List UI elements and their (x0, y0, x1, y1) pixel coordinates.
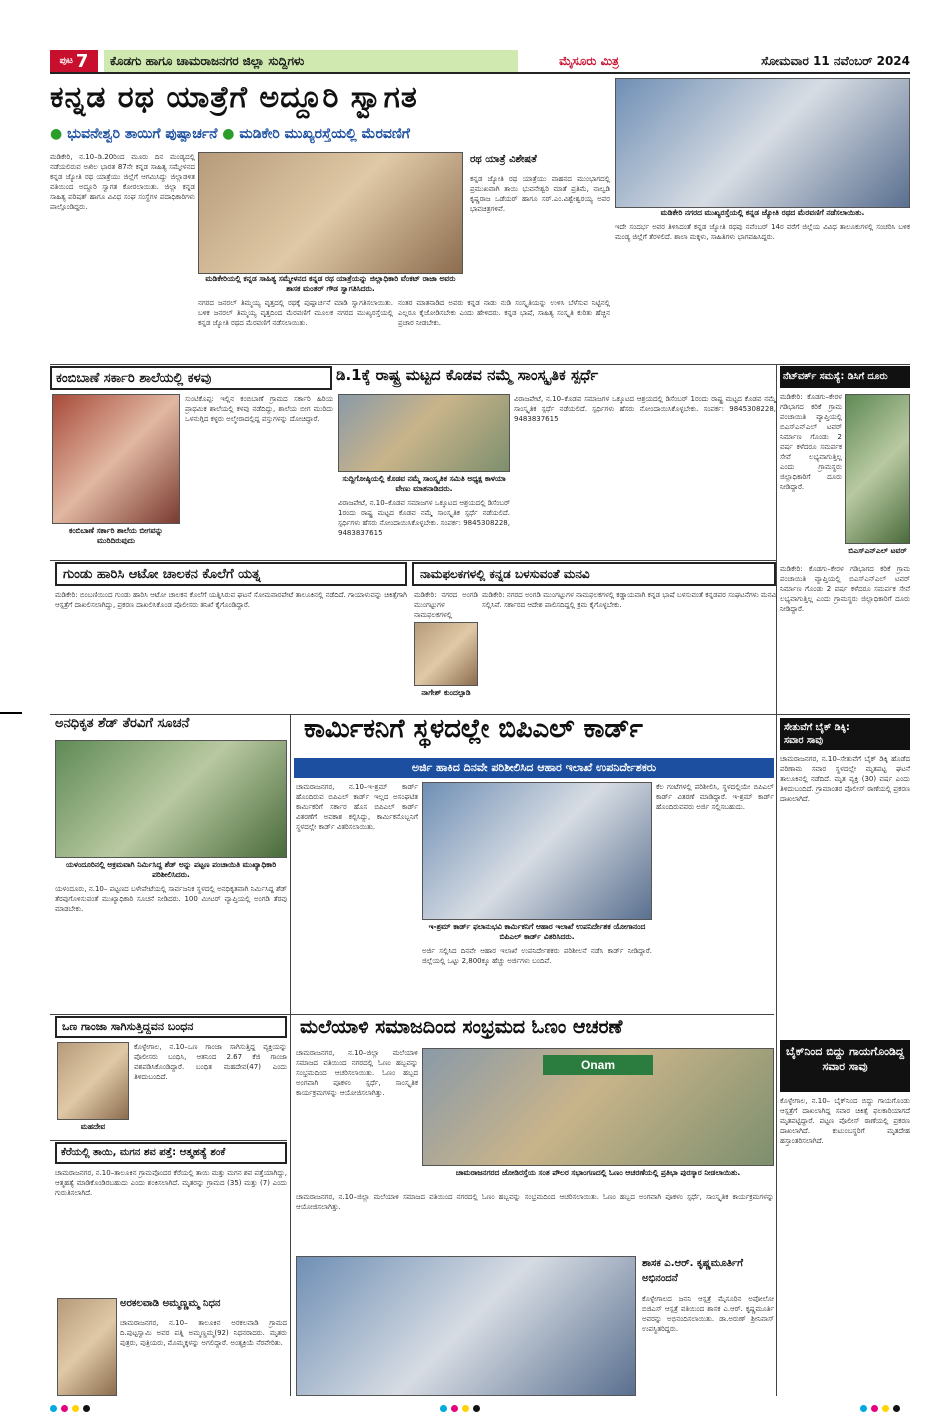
cyan-dot (440, 1405, 447, 1412)
kodava-body: ವಿರಾಜಪೇಟೆ, ನ.10–ಕೊಡವ ಸಮಾಜಗಳ ಒಕ್ಕೂಟದ ಆಶ್ರಯದಲ್ಲಿ ಡಿಸೆಂಬರ್ 1ರಂದು ರಾಷ್ಟ್ರ ಮಟ್ಟದ ಕೊಡವ ನಮ್ಮೆ ಸಾಂಸ್ಕೃತಿಕ ಸ್ಪರ್ಧೆ ನಡೆಯಲಿದೆ. ಸ್ಪರ್ಧಿಗಳು ಹೆಸರು ನೋಂದಾಯಿಸಿಕೊಳ್ಳಬೇಕು. ಸಂಪರ್ಕ: 9845308228, 9483837615 (338, 499, 510, 537)
divider (50, 1140, 287, 1141)
kambibane-headline: ಕಂಬಿಬಾಣೆ ಸರ್ಕಾರಿ ಶಾಲೆಯಲ್ಲಿ ಕಳವು (50, 366, 332, 390)
shed-caption: ಯಳಂದೂರಿನಲ್ಲಿ ಅಕ್ರಮವಾಗಿ ನಿರ್ಮಿಸಿದ್ದ ಶೆಡ್ ಅನ್ನು ಪಟ್ಟಣ ಪಂಚಾಯಿತಿ ಮುಖ್ಯಾಧಿಕಾರಿ ಪರಿಶೀಲಿಸಿದರು. (65, 860, 277, 879)
bike-fall-body: ಕೊಳ್ಳೇಗಾಲ, ನ.10– ಬೈಕ್‌ನಿಂದ ಬಿದ್ದು ಗಾಯಗೊಂಡು ಆಸ್ಪತ್ರೆಗೆ ದಾಖಲಾಗಿದ್ದ ಸವಾರ ಚಿಕಿತ್ಸೆ ಫಲಕಾರಿಯಾಗದೆ ಮೃತಪಟ್ಟಿದ್ದಾರೆ. ಪಟ್ಟಣ ಪೊಲೀಸ್ ಠಾಣೆಯಲ್ಲಿ ಪ್ರಕರಣ ದಾಖಲಾಗಿದೆ. ಕುಟುಂಬಸ್ಥರಿಗೆ ಮೃತದೇಹ ಹಸ್ತಾಂತರಿಸಲಾಗಿದೆ. (780, 1097, 910, 1145)
kodava-headline: ಡಿ.1ಕ್ಕೆ ರಾಷ್ಟ್ರ ಮಟ್ಟದ ಕೊಡವ ನಮ್ಮೆ ಸಾಂಸ್ಕೃತಿಕ ಸ್ಪರ್ಧೆ (336, 366, 599, 384)
bpl-subheadline: ಅರ್ಜಿ ಹಾಕಿದ ದಿನವೇ ಪರಿಶೀಲಿಸಿದ ಆಹಾರ ಇಲಾಖೆ ಉಪನಿರ್ದೇಶಕರು (294, 758, 774, 778)
bpl-body-2: ಅರ್ಜಿ ಸಲ್ಲಿಸಿದ ದಿನವೇ ಆಹಾರ ಇಲಾಖೆ ಉಪನಿರ್ದೇಶಕರು ಪರಿಶೀಲನೆ ನಡೆಸಿ ಕಾರ್ಡ್ ನೀಡಿದ್ದಾರೆ. ಜಿಲ್ಲೆಯಲ್ಲಿ ಒಟ್ಟು 2,800ಕ್ಕೂ ಹೆಚ್ಚು ಅರ್ಜಿಗಳು ಬಂದಿವೆ. (422, 947, 652, 965)
accident-headline-line2: ಸವಾರ ಸಾವು (784, 735, 823, 746)
masthead (50, 48, 910, 74)
page-number: 7 (75, 50, 89, 72)
cyan-dot (50, 1405, 57, 1412)
color-registration-left (50, 1405, 90, 1412)
column-rule (290, 714, 291, 1396)
bpl-headline: ಕಾರ್ಮಿಕನಿಗೆ ಸ್ಥಳದಲ್ಲೇ ಬಿಪಿಎಲ್ ಕಾರ್ಡ್ (304, 714, 643, 744)
black-dot (893, 1405, 900, 1412)
nameboard-body: ಮಡಿಕೇರಿ: ನಗರದ ಅಂಗಡಿ ಮುಂಗಟ್ಟುಗಳ ನಾಮಫಲಕಗಳಲ್ಲಿ ಕಡ್ಡಾಯವಾಗಿ ಕನ್ನಡ ಭಾಷೆ ಬಳಸುವಂತೆ ಕನ್ನಡಪರ ಸಂಘಟನೆಗಳು ಮನವಿ ಸಲ್ಲಿಸಿವೆ. ಸರ್ಕಾರದ ಆದೇಶ ಪಾಲಿಸದಿದ್ದಲ್ಲಿ ಕ್ರಮ ಕೈಗೊಳ್ಳಬೇಕು. (482, 591, 776, 609)
gunda-body: ಮಡಿಕೇರಿ: ಬಿಂಬಣಿಯಿಂದ ಗುಂಡು ಹಾರಿಸಿ ಆಟೋ ಚಾಲಕನ ಕೊಲೆಗೆ ಯತ್ನಿಸಿರುವ ಘಟನೆ ಸೋಮವಾರಪೇಟೆ ತಾಲೂಕಿನಲ್ಲಿ ನಡೆದಿದೆ. ಗಾಯಾಳುವನ್ನು ಚಿಕಿತ್ಸೆಗಾಗಿ ಆಸ್ಪತ್ರೆಗೆ ದಾಖಲಿಸಲಾಗಿದ್ದು, ಪ್ರಕರಣ ದಾಖಲಿಸಿಕೊಂಡ ಪೊಲೀಸರು ತನಿಖೆ ಕೈಗೊಂಡಿದ್ದಾರೆ. (55, 591, 407, 609)
accident-body: ಚಾಮರಾಜನಗರ, ನ.10–ಸೇತುವೆಗೆ ಬೈಕ್ ಡಿಕ್ಕಿ ಹೊಡೆದ ಪರಿಣಾಮ ಸವಾರ ಸ್ಥಳದಲ್ಲೇ ಮೃತಪಟ್ಟ ಘಟನೆ ತಾಲೂಕಿನಲ್ಲಿ ನಡೆದಿದೆ. ಮೃತ ವ್ಯಕ್ತಿ (30) ವರ್ಷ ಎಂದು ತಿಳಿದುಬಂದಿದೆ. ಗ್ರಾಮಾಂತರ ಪೊಲೀಸ್ ಠಾಣೆಯಲ್ಲಿ ಪ್ರಕರಣ ದಾಖಲಾಗಿದೆ. (780, 755, 910, 803)
kambibane-body: ಸುಂಟಿಕೊಪ್ಪ: ಇಲ್ಲಿನ ಕಂಬಿಬಾಣೆ ಗ್ರಾಮದ ಸರ್ಕಾರಿ ಹಿರಿಯ ಪ್ರಾಥಮಿಕ ಶಾಲೆಯಲ್ಲಿ ಕಳವು ನಡೆದಿದ್ದು, ಶಾಲೆಯ ಬೀಗ ಮುರಿದು ಒಳನುಗ್ಗಿದ ಕಳ್ಳರು ಅಲ್ಮೇರಾದಲ್ಲಿದ್ದ ವಸ್ತುಗಳನ್ನು ದೋಚಿದ್ದಾರೆ. (185, 395, 333, 423)
rath-procession-caption: ಮಡಿಕೇರಿ ನಗರದ ಮುಖ್ಯರಸ್ತೆಯಲ್ಲಿ ಕನ್ನಡ ಜ್ಯೋತಿ ರಥದ ಮೆರವಣಿಗೆ ನಡೆಸಲಾಯಿತು. (660, 208, 865, 217)
felicitation-body: ಕೊಳ್ಳೇಗಾಲದ ಜನನಿ ಆಸ್ಪತ್ರೆ ಮೈಸೂರಿನ ಅಪೋಲೋ ಬಿಜಿಎಸ್ ಆಸ್ಪತ್ರೆ ವತಿಯಿಂದ ಶಾಸಕ ಎ.ಆರ್. ಕೃಷ್ಣಮೂರ್ತಿ ಅವರನ್ನು ಅಭಿನಂದಿಸಲಾಯಿತು. ಡಾ.ಅರುಣ್ ಶ್ರೀನಿವಾಸ್ ಉಪಸ್ಥಿತರಿದ್ದರು. (642, 1295, 774, 1333)
divider (50, 364, 910, 365)
obituary-photo (57, 1298, 117, 1396)
network-headline: ನೆಟ್‌ವರ್ಕ್ ಸಮಸ್ಯೆ: ಡಿಸಿಗೆ ದೂರು (780, 366, 910, 388)
felicitation-headline (642, 1256, 774, 1290)
lead-dateline: ಮಡಿಕೇರಿ, ನ.10–ಡಿ.20ರಿಂದ ಮೂರು ದಿನ ಮಂಡ್ಯದಲ್ಲಿ ನಡೆಯಲಿರುವ ಅಖಿಲ ಭಾರತ 87ನೇ ಕನ್ನಡ ಸಾಹಿತ್ಯ ಸಮ್ಮೇಳನದ ಕನ್ನಡ ಜ್ಯೋತಿ ರಥ ಯಾತ್ರೆಯು ಜಿಲ್ಲೆಗೆ ಆಗಮಿಸಿದ್ದು ಜಿಲ್ಲಾಡಳಿತ ವತಿಯಿಂದ ಅದ್ದೂರಿ ಸ್ವಾಗತ ಕೋರಲಾಯಿತು. ಜಿಲ್ಲಾ ಕನ್ನಡ ಸಾಹಿತ್ಯ ಪರಿಷತ್ ಹಾಗೂ ವಿವಿಧ ಸಂಘ ಸಂಸ್ಥೆಗಳ ಪದಾಧಿಕಾರಿಗಳು ಪಾಲ್ಗೊಂಡಿದ್ದರು. (50, 153, 195, 211)
color-registration-right (860, 1405, 900, 1412)
rath-welcome-caption: ಮಡಿಕೇರಿಯಲ್ಲಿ ಕನ್ನಡ ಸಾಹಿತ್ಯ ಸಮ್ಮೇಳನದ ಕನ್ನಡ ರಥ ಯಾತ್ರೆಯನ್ನು ಜಿಲ್ಲಾಧಿಕಾರಿ ವೆಂಕಟ್ ರಾಜಾ ಅವರು ಶಾಸಕ ಮಂತರ್ ಗೌಡ ಸ್ವಾಗತಿಸಿದರು. (205, 274, 456, 293)
magenta-dot (451, 1405, 458, 1412)
lead-headline: ಕನ್ನಡ ರಥ ಯಾತ್ರೆಗೆ ಅದ್ದೂರಿ ಸ್ವಾಗತ (50, 80, 418, 115)
onam-headline: ಮಲೆಯಾಳಿ ಸಮಾಜದಿಂದ ಸಂಭ್ರಮದ ಓಣಂ ಆಚರಣೆ (300, 1016, 623, 1038)
bullet-icon: ● (222, 126, 240, 142)
rath-welcome-photo (198, 152, 463, 274)
lead-subheadline-1: ಭುವನೇಶ್ವರಿ ತಾಯಿಗೆ ಪುಷ್ಪಾರ್ಚನೆ (67, 126, 218, 142)
yellow-dot (72, 1405, 79, 1412)
kodava-caption: ಸುದ್ದಿಗೋಷ್ಠಿಯಲ್ಲಿ ಕೊಡವ ನಮ್ಮೆ ಸಾಂಸ್ಕೃತಿಕ ಸಮಿತಿ ಅಧ್ಯಕ್ಷ ಕಾಳಯಾ ವೇಣು ಮಾತನಾಡಿದರು. (342, 474, 506, 493)
network-body: ಮಡಿಕೇರಿ: ಕೊಡಗು–ಕೇರಳ ಗಡಿಭಾಗದ ಕರಿಕೆ ಗ್ರಾಮ ಪಂಚಾಯಿತಿ ವ್ಯಾಪ್ತಿಯಲ್ಲಿ ಬಿಎಸ್‌ಎನ್‌ಎಲ್ ಟವರ್ ನಿರ್ಮಾಣ ಗೊಂಡು 2 ವರ್ಷ ಕಳೆದರೂ ಸಮರ್ಪಕ ಸೇವೆ ಲಭ್ಯವಾಗುತ್ತಿಲ್ಲ ಎಂದು ಗ್ರಾಮಸ್ಥರು ಜಿಲ್ಲಾಧಿಕಾರಿಗೆ ದೂರು ನೀಡಿದ್ದಾರೆ. (780, 393, 842, 491)
page-label: ಪುಟ (59, 56, 73, 66)
bpl-caption: ಇ-ಶ್ರಮ್ ಕಾರ್ಡ್ ಫಲಾನುಭವಿ ಕಾರ್ಮಿಕನಿಗೆ ಆಹಾರ ಇಲಾಖೆ ಉಪನಿರ್ದೇಶಕ ಯೋಗಾನಂದ ಬಿಪಿಎಲ್ ಕಾರ್ಡ್ ವಿತರಿಸಿದರು. (428, 922, 646, 941)
nameboard-portrait (414, 622, 478, 686)
network-body-cont: ಮಡಿಕೇರಿ: ಕೊಡಗು–ಕೇರಳ ಗಡಿಭಾಗದ ಕರಿಕೆ ಗ್ರಾಮ ಪಂಚಾಯಿತಿ ವ್ಯಾಪ್ತಿಯಲ್ಲಿ ಬಿಎಸ್‌ಎನ್‌ಎಲ್ ಟವರ್ ನಿರ್ಮಾಣ ಗೊಂಡು 2 ವರ್ಷ ಕಳೆದರೂ ಸಮರ್ಪಕ ಸೇವೆ ಲಭ್ಯವಾಗುತ್ತಿಲ್ಲ ಎಂದು ಗ್ರಾಮಸ್ಥರು ಜಿಲ್ಲಾಧಿಕಾರಿಗೆ ದೂರು ನೀಡಿದ್ದಾರೆ. (780, 565, 910, 613)
onam-banner: Onam (543, 1055, 653, 1075)
onam-caption: ಚಾಮರಾಜನಗರದ ಜೋಡಿರಸ್ತೆಯ ಸಂತ ಪೌಲರ ಸಭಾಂಗಣದಲ್ಲಿ ಓಣಂ ಆಚರಣೆಯಲ್ಲಿ ಪ್ರತಿಭಾ ಪುರಸ್ಕಾರ ನೀಡಲಾಯಿತು. (455, 1168, 741, 1177)
kambibane-photo (52, 394, 180, 524)
divider (50, 1014, 774, 1015)
accident-headline-line1: ಸೇತುವೆಗೆ ಬೈಕ್ ಡಿಕ್ಕಿ: (784, 722, 850, 733)
lead-body-1: ನಗರದ ಜನರಲ್ ತಿಮ್ಮಯ್ಯ ವೃತ್ತದಲ್ಲಿ ರಥಕ್ಕೆ ಪುಷ್ಪಾರ್ಚನೆ ಮಾಡಿ ಸ್ವಾಗತಿಸಲಾಯಿತು. ಬಳಿಕ ಜನರಲ್ ತಿಮ್ಮಯ್ಯ ವೃತ್ತದಿಂದ ಮೆರವಣಿಗೆ ಮೂಲಕ ನಗರದ ಮುಖ್ಯರಸ್ತೆಯಲ್ಲಿ ಕನ್ನಡ ಜ್ಯೋತಿ ರಥದ ಮೆರವಣಿಗೆ ನಡೆಸಲಾಯಿತು. (198, 299, 393, 327)
color-registration-center (440, 1405, 480, 1412)
rath-special-body: ಕನ್ನಡ ಜ್ಯೋತಿ ರಥ ಯಾತ್ರೆಯು ವಾಹನದ ಮುಂಭಾಗದಲ್ಲಿ ಪ್ರಮುಖವಾಗಿ ತಾಯಿ ಭುವನೇಶ್ವರಿ ಮಾತೆ ಪ್ರತಿಮೆ, ನಾಲ್ವಡಿ ಕೃಷ್ಣರಾಜ ಒಡೆಯರ್ ಹಾಗೂ ಸರ್.ಎಂ.ವಿಶ್ವೇಶ್ವರಯ್ಯ ಅವರ ಭಾವಚಿತ್ರಗಳಿವೆ. (470, 175, 610, 213)
kodava-body-right: ವಿರಾಜಪೇಟೆ, ನ.10–ಕೊಡವ ಸಮಾಜಗಳ ಒಕ್ಕೂಟದ ಆಶ್ರಯದಲ್ಲಿ ಡಿಸೆಂಬರ್ 1ರಂದು ರಾಷ್ಟ್ರ ಮಟ್ಟದ ಕೊಡವ ನಮ್ಮೆ ಸಾಂಸ್ಕೃತಿಕ ಸ್ಪರ್ಧೆ ನಡೆಯಲಿದೆ. ಸ್ಪರ್ಧಿಗಳು ಹೆಸರು ನೋಂದಾಯಿಸಿಕೊಳ್ಳಬೇಕು. ಸಂಪರ್ಕ: 9845308228, 9483837615 (514, 395, 776, 423)
kambibane-caption: ಕಂಬಿಬಾಣೆ ಸರ್ಕಾರಿ ಶಾಲೆಯ ಬೀಗವನ್ನು ಮುರಿದಿರುವುದು (68, 526, 163, 545)
bpl-body-1: ಚಾಮರಾಜನಗರ, ನ.10–ಇ-ಶ್ರಮ್ ಕಾರ್ಡ್ ಹೊಂದಿರುವ ಬಿಪಿಎಲ್ ಕಾರ್ಡ್ ಇಲ್ಲದ ಅಸಂಘಟಿತ ಕಾರ್ಮಿಕರಿಗೆ ಸರ್ಕಾರ ಹೊಸ ಬಿಪಿಎಲ್ ಕಾರ್ಡ್ ವಿತರಣೆಗೆ ಅವಕಾಶ ಕಲ್ಪಿಸಿದ್ದು, ಕಾರ್ಮಿಕನೊಬ್ಬನಿಗೆ ಸ್ಥಳದಲ್ಲೇ ಕಾರ್ಡ್ ವಿತರಿಸಲಾಯಿತು. (296, 783, 418, 831)
kodava-photo (338, 394, 510, 472)
kere-headline: ಕೆರೆಯಲ್ಲಿ ತಾಯಿ, ಮಗನ ಶವ ಪತ್ತೆ: ಆತ್ಮಹತ್ಯೆ ಶಂಕೆ (55, 1142, 287, 1164)
bsnl-tower-caption: ಬಿಎಸ್‌ಎನ್‌ಎಲ್ ಟವರ್ (848, 546, 907, 555)
yellow-dot (462, 1405, 469, 1412)
black-dot (473, 1405, 480, 1412)
lead-right-body: ಇದೇ ಸಂದರ್ಭ ಅವರ ತಿಳಿಸಿದಂತೆ ಕನ್ನಡ ಜ್ಯೋತಿ ರಥವು ನವೆಂಬರ್ 14ರ ವರೆಗೆ ಜಿಲ್ಲೆಯ ವಿವಿಧ ತಾಲೂಕುಗಳಲ್ಲಿ ಸಂಚರಿಸಿ ಬಳಿಕ ಮಂಡ್ಯ ಜಿಲ್ಲೆಗೆ ತೆರಳಲಿದೆ. ಶಾಲಾ ಮಕ್ಕಳು, ಸಾಹಿತಿಗಳು ಭಾಗವಹಿಸಿದ್ದರು. (615, 223, 910, 241)
bike-fall-headline: ಬೈಕ್‌ನಿಂದ ಬಿದ್ದು ಗಾಯಗೊಂಡಿದ್ದ ಸವಾರ ಸಾವು (780, 1040, 910, 1092)
ganja-headline: ಒಣ ಗಾಂಜಾ ಸಾಗಿಸುತ್ತಿದ್ದವನ ಬಂಧನ (55, 1016, 287, 1038)
black-dot (83, 1405, 90, 1412)
nameboard-body-left: ಮಡಿಕೇರಿ: ನಗರದ ಅಂಗಡಿ ಮುಂಗಟ್ಟುಗಳ ನಾಮಫಲಕಗಳಲ್ಲಿ (414, 591, 478, 619)
magenta-dot (871, 1405, 878, 1412)
cyan-dot (860, 1405, 867, 1412)
paper-date: ಸೋಮವಾರ 11 ನವೆಂಬರ್ 2024 (761, 54, 910, 68)
bpl-card-photo (422, 782, 652, 920)
onam-photo (422, 1048, 774, 1166)
rath-special-title: ರಥ ಯಾತ್ರೆ ವಿಶೇಷತೆ (470, 154, 537, 165)
felicitation-headline-line1: ಶಾಸಕ ಎ.ಆರ್. ಕೃಷ್ಣಮೂರ್ತಿಗೆ (642, 1258, 743, 1269)
obituary-body: ಚಾಮರಾಜನಗರ, ನ.10– ತಾಲೂಕಿನ ಅರಕಲವಾಡಿ ಗ್ರಾಮದ ದಿ.ಪುಟ್ಟಸ್ವಾಮಿ ಅವರ ಪತ್ನಿ ಅಮ್ಮಣ್ಣಮ್ಮ(92) ನಿಧನರಾದರು. ಮೃತರು ಪುತ್ರರು, ಪುತ್ರಿಯರು, ಮೊಮ್ಮಕ್ಕಳನ್ನು ಅಗಲಿದ್ದಾರೆ. ಅಂತ್ಯಕ್ರಿಯೆ ನೆರವೇರಿತು. (120, 1319, 287, 1347)
ganja-body: ಕೊಳ್ಳೇಗಾಲ, ನ.10–ಒಣ ಗಾಂಜಾ ಸಾಗಿಸುತ್ತಿದ್ದ ವ್ಯಕ್ತಿಯನ್ನು ಪೊಲೀಸರು ಬಂಧಿಸಿ, ಆತನಿಂದ 2.67 ಕೆಜಿ ಗಾಂಜಾ ವಶಪಡಿಸಿಕೊಂಡಿದ್ದಾರೆ. ಬಂಧಿತ ಮಹದೇವ(47) ಎಂದು ತಿಳಿದುಬಂದಿದೆ. (134, 1043, 287, 1081)
bpl-body-3: ಕೆಲ ಗಂಟೆಗಳಲ್ಲಿ ಪರಿಶೀಲಿಸಿ, ಸ್ಥಳದಲ್ಲಿಯೇ ಬಿಪಿಎಲ್ ಕಾರ್ಡ್ ವಿತರಣೆ ಮಾಡಿದ್ದಾರೆ. ಇ-ಶ್ರಮ್ ಕಾರ್ಡ್ ಹೊಂದಿರುವವರು ಅರ್ಜಿ ಸಲ್ಲಿಸಬಹುದು. (656, 783, 774, 811)
yellow-dot (882, 1405, 889, 1412)
lead-subheadline (50, 126, 610, 148)
obituary-headline: ಅರಕಲವಾಡಿ ಅಮ್ಮಣ್ಣಮ್ಮ ನಿಧನ (120, 1298, 221, 1309)
bullet-icon: ● (50, 126, 68, 142)
divider (50, 560, 776, 561)
bsnl-tower-photo (845, 394, 910, 544)
lead-subheadline-2: ಮಡಿಕೇರಿ ಮುಖ್ಯರಸ್ತೆಯಲ್ಲಿ ಮೆರವಣಿಗೆ (239, 126, 410, 142)
ganja-caption: ಮಹದೇವ (80, 1122, 106, 1131)
ganja-accused-photo (57, 1042, 129, 1120)
lead-body-2: ನಂತರ ಮಾತನಾಡಿದ ಅವರು ಕನ್ನಡ ನಾಡು ನುಡಿ ಸಂಸ್ಕೃತಿಯನ್ನು ಉಳಿಸಿ ಬೆಳೆಸುವ ನಿಟ್ಟಿನಲ್ಲಿ ಎಲ್ಲರೂ ಕೈಜೋಡಿಸಬೇಕು ಎಂದು ಹೇಳಿದರು. ಕನ್ನಡ ಭಾಷೆ, ಸಾಹಿತ್ಯ ಸಂಸ್ಕೃತಿ ಕುರಿತು ಹೆಚ್ಚಿನ ಪ್ರಚಾರ ನೀಡಬೇಕು. (398, 299, 610, 327)
nameboard-headline: ನಾಮಫಲಕಗಳಲ್ಲಿ ಕನ್ನಡ ಬಳಸುವಂತೆ ಮನವಿ (412, 562, 776, 586)
kere-body: ಚಾಮರಾಜನಗರ, ನ.10–ತಾಲೂಕಿನ ಗ್ರಾಮವೊಂದರ ಕೆರೆಯಲ್ಲಿ ತಾಯಿ ಮತ್ತು ಮಗನ ಶವ ಪತ್ತೆಯಾಗಿದ್ದು, ಆತ್ಮಹತ್ಯೆ ಮಾಡಿಕೊಂಡಿರಬಹುದು ಎಂದು ಶಂಕಿಸಲಾಗಿದೆ. ಮೃತರನ್ನು ಗ್ರಾಮದ (35) ಮತ್ತು (7) ಎಂದು ಗುರುತಿಸಲಾಗಿದೆ. (55, 1169, 287, 1197)
accident-headline (780, 718, 910, 750)
onam-body: ಚಾಮರಾಜನಗರ, ನ.10–ಜಿಲ್ಲಾ ಮಲೆಯಾಳಿ ಸಮಾಜದ ವತಿಯಿಂದ ನಗರದಲ್ಲಿ ಓಣಂ ಹಬ್ಬವನ್ನು ಸಂಭ್ರಮದಿಂದ ಆಚರಿಸಲಾಯಿತು. ಓಣಂ ಹಬ್ಬದ ಅಂಗವಾಗಿ ಪೂಕಳಂ ಸ್ಪರ್ಧೆ, ಸಾಂಸ್ಕೃತಿಕ ಕಾರ್ಯಕ್ರಮಗಳನ್ನು ಆಯೋಜಿಸಲಾಗಿತ್ತು. (296, 1049, 418, 1097)
paper-name: ಮೈಸೂರು ಮಿತ್ರ (559, 54, 619, 68)
shed-headline: ಅನಧಿಕೃತ ಶೆಡ್ ತೆರವಿಗೆ ಸೂಚನೆ (55, 716, 190, 731)
onam-body-cont: ಚಾಮರಾಜನಗರ, ನ.10–ಜಿಲ್ಲಾ ಮಲೆಯಾಳಿ ಸಮಾಜದ ವತಿಯಿಂದ ನಗರದಲ್ಲಿ ಓಣಂ ಹಬ್ಬವನ್ನು ಸಂಭ್ರಮದಿಂದ ಆಚರಿಸಲಾಯಿತು. ಓಣಂ ಹಬ್ಬದ ಅಂಗವಾಗಿ ಪೂಕಳಂ ಸ್ಪರ್ಧೆ, ಸಾಂಸ್ಕೃತಿಕ ಕಾರ್ಯಕ್ರಮಗಳನ್ನು ಆಯೋಜಿಸಲಾಗಿತ್ತು. (296, 1193, 774, 1211)
felicitation-headline-line2: ಅಭಿನಂದನೆ (642, 1273, 678, 1284)
nameboard-caption: ನಾಗೇಶ್ ಕುಂದಲ್ಪಾಡಿ (421, 688, 471, 697)
rath-procession-photo (615, 78, 910, 208)
column-rule (776, 364, 777, 1396)
shed-photo (55, 740, 287, 858)
gunda-headline: ಗುಂಡು ಹಾರಿಸಿ ಆಟೋ ಚಾಲಕನ ಕೊಲೆಗೆ ಯತ್ನ (55, 562, 407, 586)
felicitation-photo (296, 1256, 636, 1396)
magenta-dot (61, 1405, 68, 1412)
page-number-tag (50, 50, 98, 72)
registration-mark (0, 712, 22, 714)
section-name: ಕೊಡಗು ಹಾಗೂ ಚಾಮರಾಜನಗರ ಜಿಲ್ಲಾ ಸುದ್ದಿಗಳು (104, 50, 518, 72)
shed-body: ಯಳಂದೂರು, ನ.10– ಪಟ್ಟಣದ ಬಳೇಪೇಟೆಯಲ್ಲಿ ಸಾರ್ವಜನಿಕ ಸ್ಥಳದಲ್ಲಿ ಅನಧಿಕೃತವಾಗಿ ನಿರ್ಮಿಸಿದ್ದ ಶೆಡ್ ತೆರವುಗೊಳಿಸುವಂತೆ ಮುಖ್ಯಾಧಿಕಾರಿ ಸೂಚನೆ ನೀಡಿದರು. 100 ಮೀಟರ್ ವ್ಯಾಪ್ತಿಯಲ್ಲಿ ಅಂಗಡಿ ತೆರವು ಮಾಡಬೇಕು. (55, 885, 287, 913)
